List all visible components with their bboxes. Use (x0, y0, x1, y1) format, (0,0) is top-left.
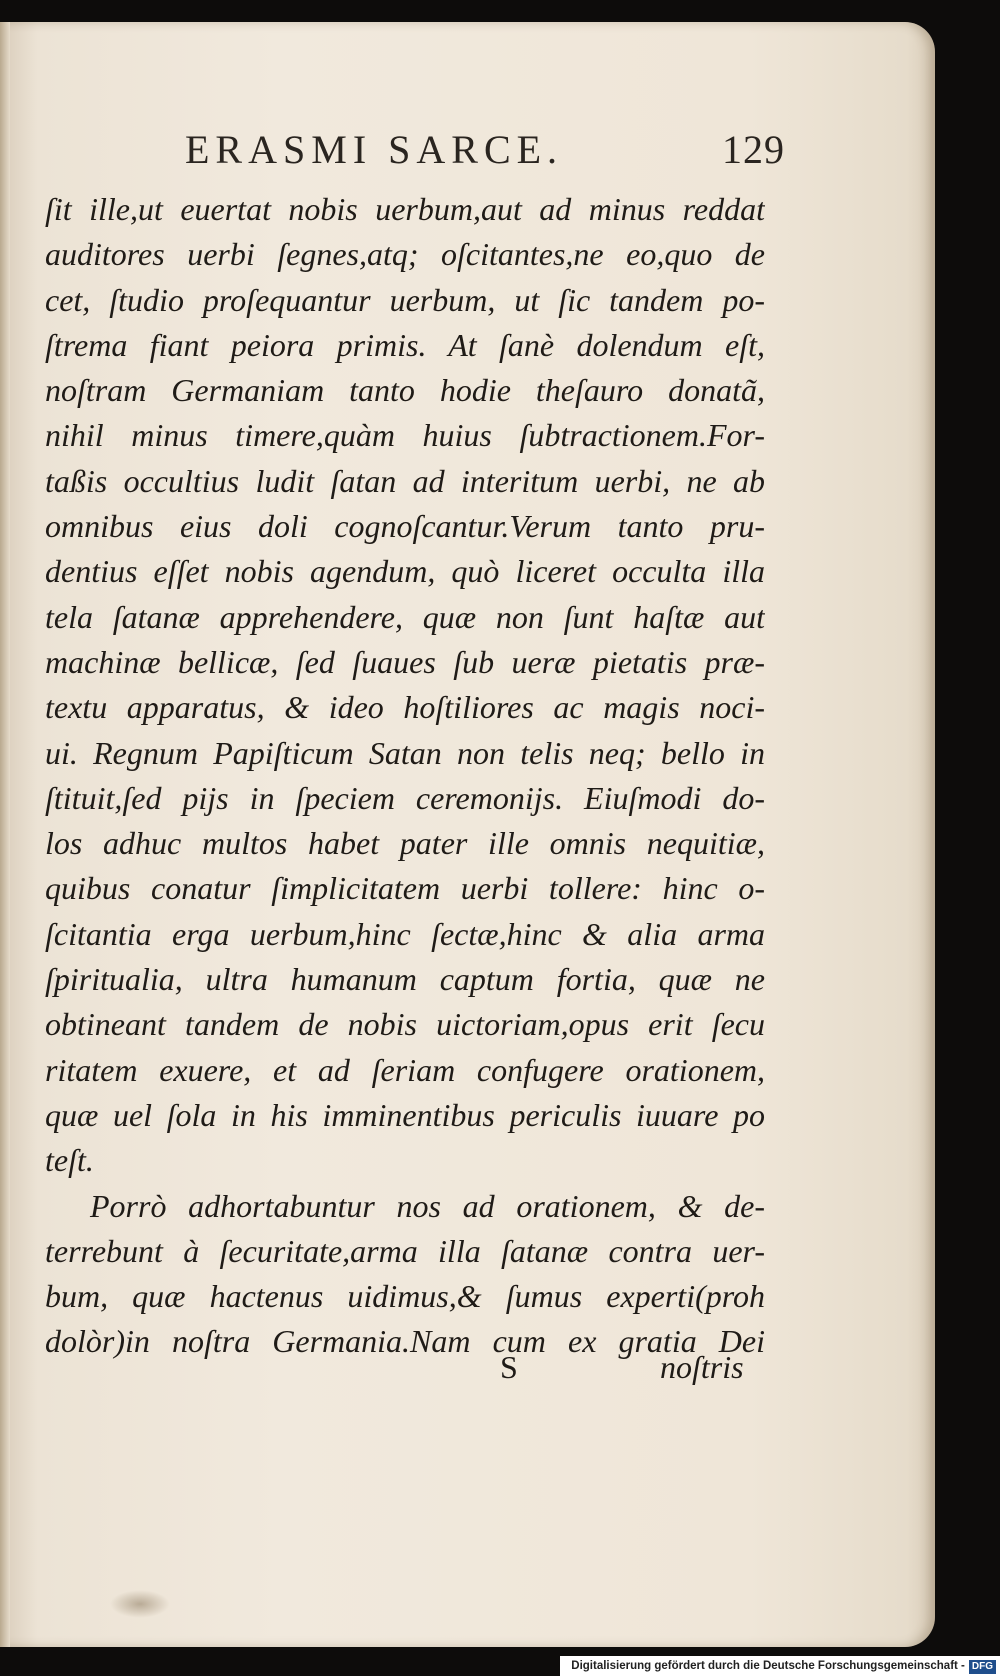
text-line: ſtituit,ſed pijs in ſpeciem ceremonijs. Eiuſmodi do- (45, 779, 765, 816)
text-line: los adhuc multos habet pater ille omnis nequitiæ, (45, 825, 765, 862)
text-line: teſt. (45, 1142, 94, 1179)
text-line: obtineant tandem de nobis uictoriam,opus erit ſecu (45, 1006, 765, 1043)
text-line: cet, ſtudio proſequantur uerbum, ut ſic tandem po- (45, 281, 765, 318)
running-head-title: ERASMI SARCE. (185, 127, 564, 172)
text-line: quibus conatur ſimplicitatem uerbi tollere: hinc o- (45, 870, 765, 907)
text-line: textu apparatus, & ideo hoſtiliores ac magis noci- (45, 689, 765, 726)
text-line: ritatem exuere, et ad ſeriam confugere orationem, (45, 1051, 765, 1088)
text-line: terrebunt à ſecuritate,arma illa ſatanæ contra uer- (45, 1232, 765, 1269)
text-line: dentius eſſet nobis agendum, quò liceret occulta illa (45, 553, 765, 590)
text-line: taßis occultius ludit ſatan ad interitum uerbi, ne ab (45, 462, 765, 499)
text-line: noſtram Germaniam tanto hodie theſauro donatã, (45, 372, 765, 409)
text-line: ſpiritualia, ultra humanum captum fortia, quæ ne (45, 961, 765, 998)
text-line: tela ſatanæ apprehendere, quæ non ſunt haſtæ aut (45, 598, 765, 635)
page-gutter (0, 22, 10, 1647)
running-head (185, 118, 785, 178)
catchword: noſtris (660, 1349, 744, 1385)
text-line: dolòr)in noſtra Germania.Nam cum ex gratia Dei (45, 1323, 765, 1360)
dfg-logo: DFG (969, 1660, 996, 1674)
text-line: ſcitantia erga uerbum,hinc ſectæ,hinc & alia arma (45, 915, 765, 952)
text-line: ſit ille,ut euertat nobis uerbum,aut ad minus reddat (45, 191, 765, 227)
credit-text: Digitalisierung gefördert durch die Deutsche Forschungsgemeinschaft - (571, 1660, 965, 1672)
text-line: machinæ bellicæ, ſed ſuaues ſub ueræ pietatis præ- (45, 643, 765, 680)
text-line: nihil minus timere,quàm huius ſubtractionem.For- (45, 417, 765, 454)
text-line: omnibus eius doli cognoſcantur.Verum tanto pru- (45, 508, 765, 545)
paragraph-start-line: Porrò adhortabuntur nos ad orationem, & de- (90, 1187, 765, 1224)
digitization-credit (560, 1656, 1000, 1676)
signature-mark: S (500, 1349, 518, 1385)
page-number: 129 (722, 127, 785, 172)
text-line: ſtrema fiant peiora primis. At ſanè dolendum eſt, (45, 326, 765, 363)
text-line: auditores uerbi ſegnes,atq; oſcitantes,ne eo,quo de (45, 236, 765, 273)
text-line: quæ uel ſola in his imminentibus periculis iuuare po (45, 1096, 765, 1133)
paper-stain (110, 1590, 170, 1618)
body-text (45, 187, 765, 1365)
text-line: ui. Regnum Papiſticum Satan non telis neq; bello in (45, 734, 765, 771)
text-line: bum, quæ hactenus uidimus,& ſumus experti(proh (45, 1278, 765, 1315)
